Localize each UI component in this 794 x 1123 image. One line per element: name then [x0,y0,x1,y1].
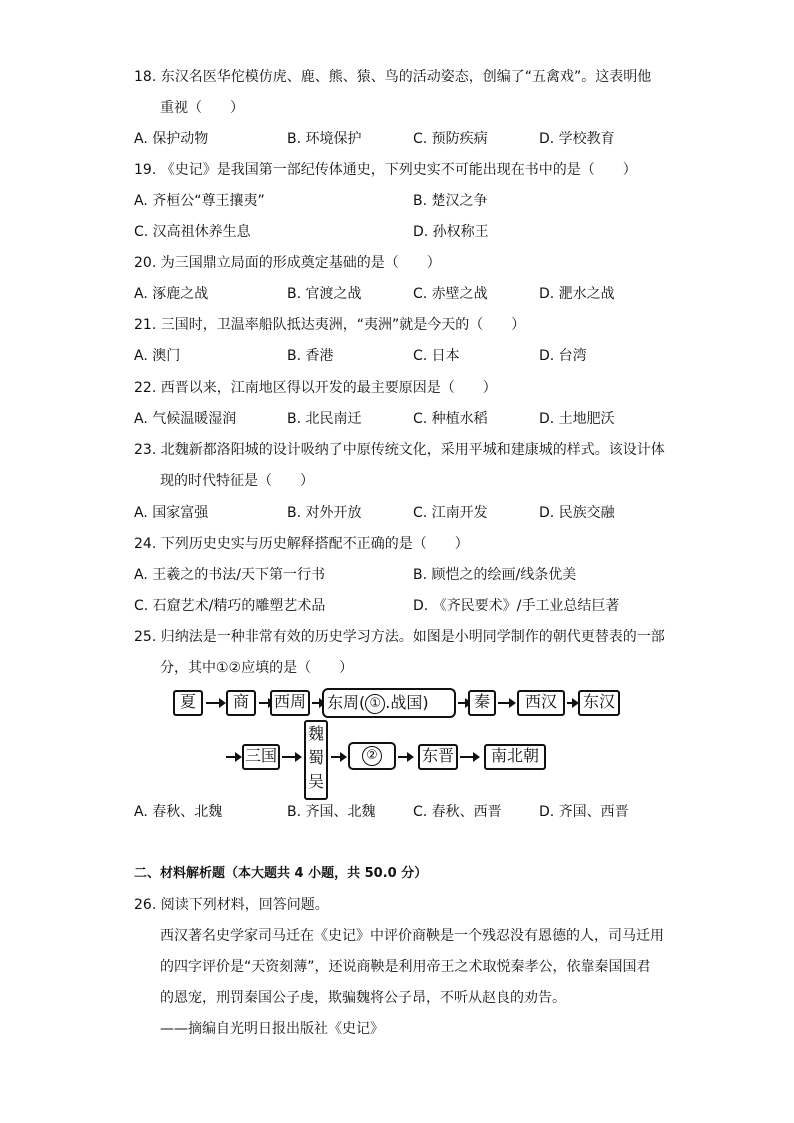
blank-2-box [348,742,396,770]
dynasty-warring-states-label: .战国) [385,693,429,712]
question-21: 21. 三国时，卫温率船队抵达夷洲，“夷洲”就是今天的（ ） [134,317,526,333]
q23-option-c[interactable]: C. 江南开发 [413,505,488,521]
q18-option-b[interactable]: B. 环境保护 [287,131,362,147]
question-22: 22. 西晋以来，江南地区得以开发的最主要原因是（ ） [134,380,497,396]
q23-option-a[interactable]: A. 国家富强 [134,505,209,521]
dynasty-western-han: 西汉 [517,690,565,716]
q21-option-c[interactable]: C. 日本 [413,348,460,364]
arrow [259,702,269,704]
q24-option-c[interactable]: C. 石窟艺术/精巧的雕塑艺术品 [134,598,326,614]
dynasty-eastern-zhou-label: 东周( [327,693,366,712]
q20-option-b[interactable]: B. 官渡之战 [287,286,362,302]
blank-1-marker: ① [365,694,385,714]
dynasty-eastern-zhou-box [322,688,456,718]
q19-option-c[interactable]: C. 汉高祖休养生息 [134,224,251,240]
blank-2-marker: ② [362,746,382,766]
q18-option-c[interactable]: C. 预防疾病 [413,131,488,147]
q25-option-d[interactable]: D. 齐国、西晋 [539,804,629,820]
question-18-line-2: 重视（ ） [160,100,244,116]
dynasty-shang: 商 [226,690,256,716]
question-25-line-2: 分，其中①②应填的是（ ） [160,660,354,676]
question-23-line-1: 23. 北魏新都洛阳城的设计吸纳了中原传统文化，采用平城和建康城的样式。该设计体 [134,442,665,458]
material-line-2: 的四字评价是“天资刻薄”，还说商鞅是利用帝王之术取悦秦孝公，依靠秦国国君 [160,959,651,975]
q20-option-c[interactable]: C. 赤壁之战 [413,286,488,302]
q20-option-a[interactable]: A. 涿鹿之战 [134,286,209,302]
question-25-line-1: 25. 归纳法是一种非常有效的历史学习方法。如图是小明同学制作的朝代更替表的一部 [134,629,665,645]
question-20: 20. 为三国鼎立局面的形成奠定基础的是（ ） [134,255,441,271]
q22-option-d[interactable]: D. 土地肥沃 [539,411,615,427]
q23-option-b[interactable]: B. 对外开放 [287,505,362,521]
q19-option-a[interactable]: A. 齐桓公“尊王攘夷” [134,193,265,209]
q21-option-d[interactable]: D. 台湾 [539,348,587,364]
material-source: ——摘编自光明日报出版社《史记》 [160,1021,384,1037]
q24-option-b[interactable]: B. 顾恺之的绘画/线条优美 [413,567,577,583]
arrow [567,702,573,704]
question-23-line-2: 现的时代特征是（ ） [160,473,314,489]
arrow [331,756,341,758]
q20-option-d[interactable]: D. 淝水之战 [539,286,615,302]
q18-option-a[interactable]: A. 保护动物 [134,131,209,147]
arrow [226,756,236,758]
question-18-line-1: 18. 东汉名医华佗模仿虎、鹿、熊、猿、鸟的活动姿态，创编了“五禽戏”。这表明他 [134,69,652,85]
three-kingdoms-vertical-box [304,720,328,800]
section-2-title: 二、材料解析题（本大题共 4 小题，共 50.0 分） [134,866,428,881]
q18-option-d[interactable]: D. 学校教育 [539,131,615,147]
q23-option-d[interactable]: D. 民族交融 [539,505,615,521]
q24-option-d[interactable]: D. 《齐民要术》/手工业总结巨著 [413,598,620,614]
q24-option-a[interactable]: A. 王羲之的书法/天下第一行书 [134,567,325,583]
dynasty-xia: 夏 [173,690,203,716]
question-24: 24. 下列历史史实与历史解释搭配不正确的是（ ） [134,536,469,552]
arrow [458,702,466,704]
q19-option-d[interactable]: D. 孙权称王 [413,224,489,240]
q25-option-a[interactable]: A. 春秋、北魏 [134,804,223,820]
dynasty-eastern-jin: 东晋 [418,744,458,770]
dynasty-northern-southern: 南北朝 [484,744,546,770]
arrow [206,702,220,704]
q22-option-c[interactable]: C. 种植水稻 [413,411,488,427]
q21-option-a[interactable]: A. 澳门 [134,348,181,364]
q25-option-c[interactable]: C. 春秋、西晋 [413,804,502,820]
question-26: 26. 阅读下列材料，回答问题。 [134,897,329,913]
dynasty-eastern-han: 东汉 [578,690,620,716]
q22-option-b[interactable]: B. 北民南迁 [287,411,362,427]
arrow [498,702,510,704]
dynasty-western-zhou: 西周 [270,690,310,716]
arrow [282,756,296,758]
q25-option-b[interactable]: B. 齐国、北魏 [287,804,376,820]
q19-option-b[interactable]: B. 楚汉之争 [413,193,488,209]
q21-option-b[interactable]: B. 香港 [287,348,334,364]
dynasty-three-kingdoms: 三国 [242,744,280,770]
arrow [398,756,408,758]
material-line-1: 西汉著名史学家司马迁在《史记》中评价商鞅是一个残忍没有恩德的人，司马迁用 [160,928,664,944]
kingdom-shu: 蜀 [307,748,324,767]
arrow [460,756,474,758]
arrow [312,702,320,704]
material-line-3: 的恩宠，刑罚秦国公子虔，欺骗魏将公子昂，不听从赵良的劝告。 [160,990,566,1006]
kingdom-wei: 魏 [307,724,324,743]
kingdom-wu: 吴 [307,772,324,791]
dynasty-qin: 秦 [468,690,496,716]
question-19: 19. 《史记》是我国第一部纪传体通史，下列史实不可能出现在书中的是（ ） [134,162,637,178]
q22-option-a[interactable]: A. 气候温暖湿润 [134,411,237,427]
